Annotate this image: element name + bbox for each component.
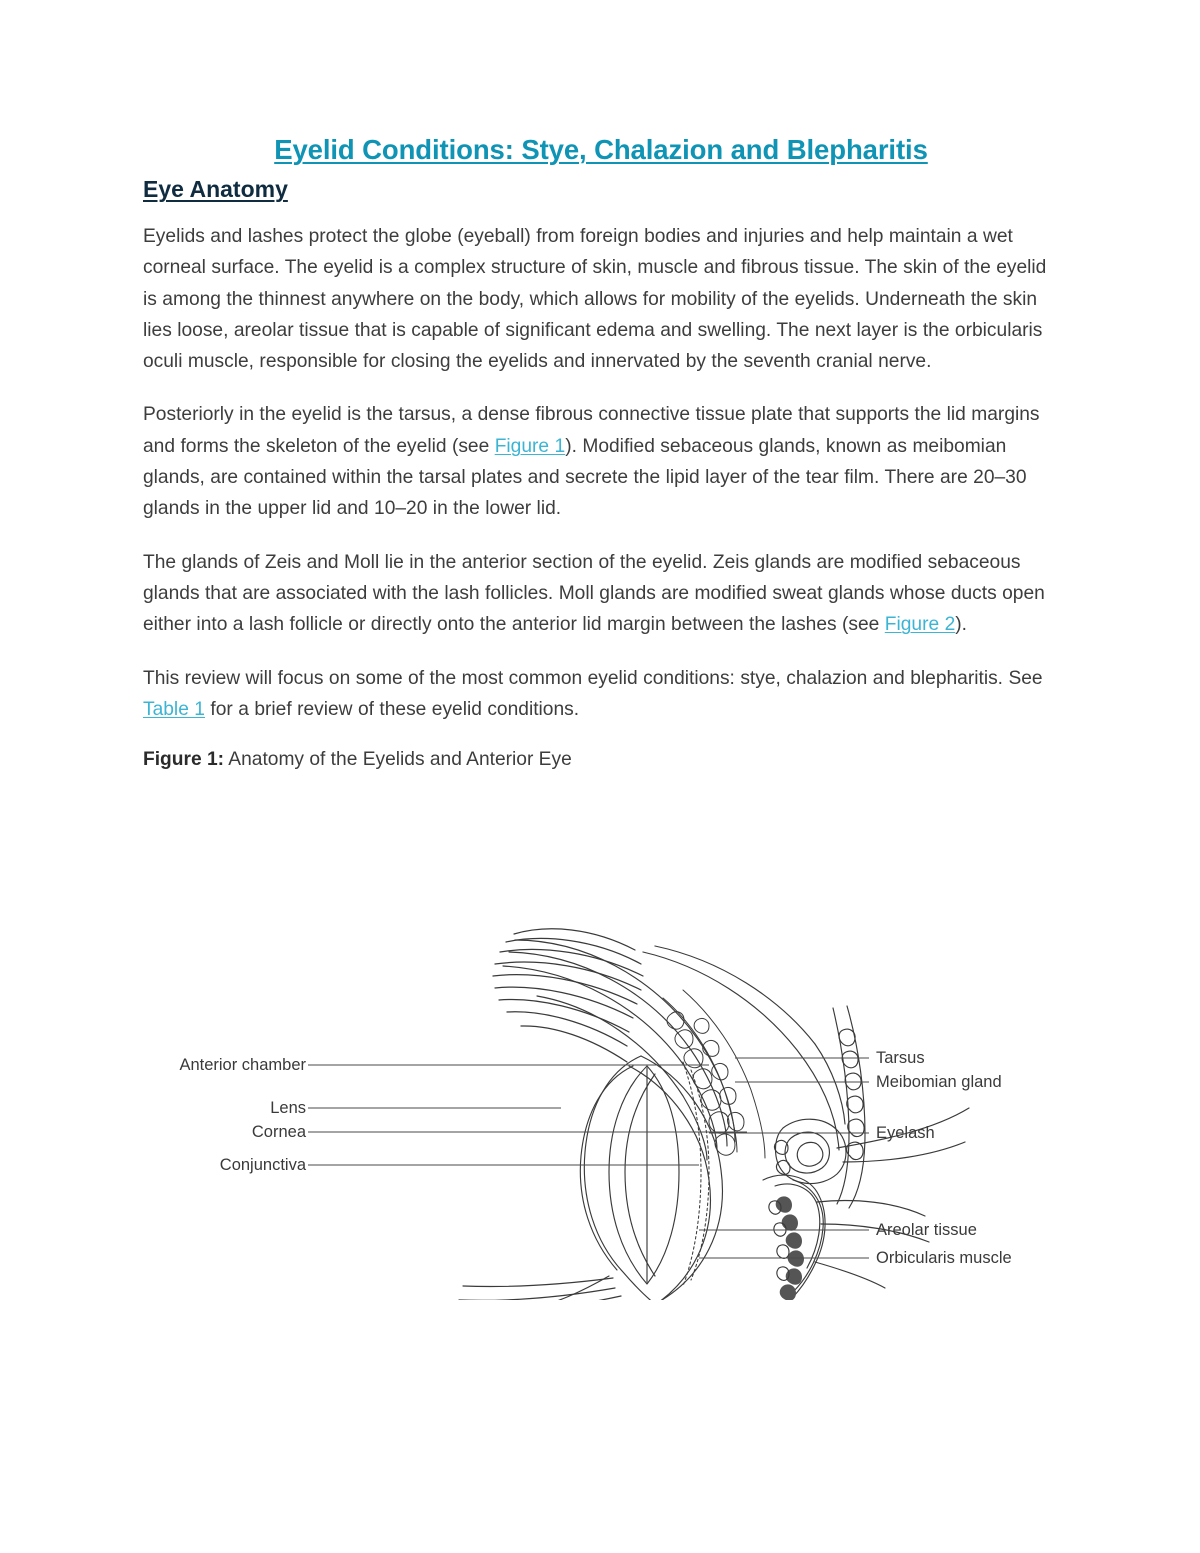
paragraph-text-part-a: The glands of Zeis and Moll lie in the anterior section of the eyelid. Zeis glands are modified sebaceous glands that are associated with the lash follicles. Moll glands are modified sweat glands whose ducts open either into a lash follicle or directly onto the anterior lid margin between the lashes (see (143, 551, 1045, 636)
label-conjunctiva: Conjunctiva (219, 1156, 306, 1174)
lower-eyelash-group (459, 1278, 639, 1300)
lid-margin-bulb (774, 1119, 846, 1183)
conjunctiva-membrane (683, 1062, 709, 1286)
link-table-1[interactable]: Table 1 (143, 698, 205, 720)
paragraph-text-part-b: ). (955, 614, 968, 636)
page-title (143, 133, 1059, 167)
paragraph-text: Eyelids and lashes protect the globe (eyeball) from foreign bodies and injuries and help maintain a wet corneal surface. The eyelid is a complex structure of skin, muscle and fibrous tissue. The skin of the eyelid is among the thinnest anywhere on the body, which allows for mobility of the eyelids. Underneath the skin lies loose, areolar tissue that is capable of significant edema and swelling. The next layer is the orbicularis oculi muscle, responsible for closing the eyelids and innervated by the seventh cranial nerve. (143, 225, 1047, 373)
label-tarsus: Tarsus (876, 1049, 925, 1067)
lens (609, 1066, 679, 1284)
upper-eyelash-group (493, 929, 643, 1062)
paragraph-text-part-b: ). Modified sebaceous glands, known as meibomian glands, are contained within the tarsal plates and secrete the lipid layer of the tear film. There are 20–30 glands in the upper lid and 10–20 in the lower lid. (143, 435, 1027, 520)
upper-lid-skin-outer (515, 940, 735, 1142)
document-content (143, 133, 1059, 774)
label-anterior-chamber: Anterior chamber (179, 1056, 306, 1074)
globe-outer (641, 1056, 722, 1300)
paragraph-text-part-b: for a brief review of these eyelid conditions. (204, 698, 580, 720)
orbital-fornix-column (833, 1006, 865, 1208)
eye-anatomy-illustration (143, 880, 1059, 1300)
paragraph-zeis-moll-glands (143, 547, 1059, 641)
figure-1-anatomy-diagram (143, 880, 1059, 1300)
paragraph-eye-anatomy-intro (143, 221, 1059, 377)
label-cornea: Cornea (251, 1123, 306, 1141)
paragraph-review-scope (143, 663, 1059, 726)
section-heading-text: Eye Anatomy (143, 176, 288, 203)
paragraph-text-part-a: Posteriorly in the eyelid is the tarsus, a dense fibrous connective tissue plate that supports the lid margins and forms the skeleton of the eyelid (see (143, 404, 1040, 457)
label-orbicularis-muscle: Orbicularis muscle (876, 1249, 1012, 1267)
lower-tarsus-orbicularis (763, 1175, 825, 1300)
figure-1-caption-label: Figure 1: (143, 749, 225, 771)
figure-1-caption (143, 746, 1059, 774)
paragraph-text-part-a: This review will focus on some of the most common eyelid conditions: stye, chalazion and blepharitis. See (143, 667, 1043, 689)
link-figure-1[interactable]: Figure 1 (494, 435, 566, 457)
label-meibomian-gland: Meibomian gland (876, 1073, 1002, 1091)
figure-1-caption-text: Anatomy of the Eyelids and Anterior Eye (224, 749, 572, 771)
page-title-text: Eyelid Conditions: Stye, Chalazion and Blepharitis (274, 134, 928, 165)
areolar-tissue-strand (817, 1201, 925, 1216)
link-figure-2[interactable]: Figure 2 (884, 614, 956, 636)
paragraph-tarsus (143, 399, 1059, 524)
diagram-labels (179, 1049, 1011, 1267)
eye-cross-section-linework (459, 929, 969, 1300)
label-eyelash: Eyelash (876, 1124, 935, 1142)
label-areolar-tissue: Areolar tissue (876, 1221, 977, 1239)
label-lens: Lens (270, 1099, 306, 1117)
section-heading-eye-anatomy (143, 176, 1059, 204)
